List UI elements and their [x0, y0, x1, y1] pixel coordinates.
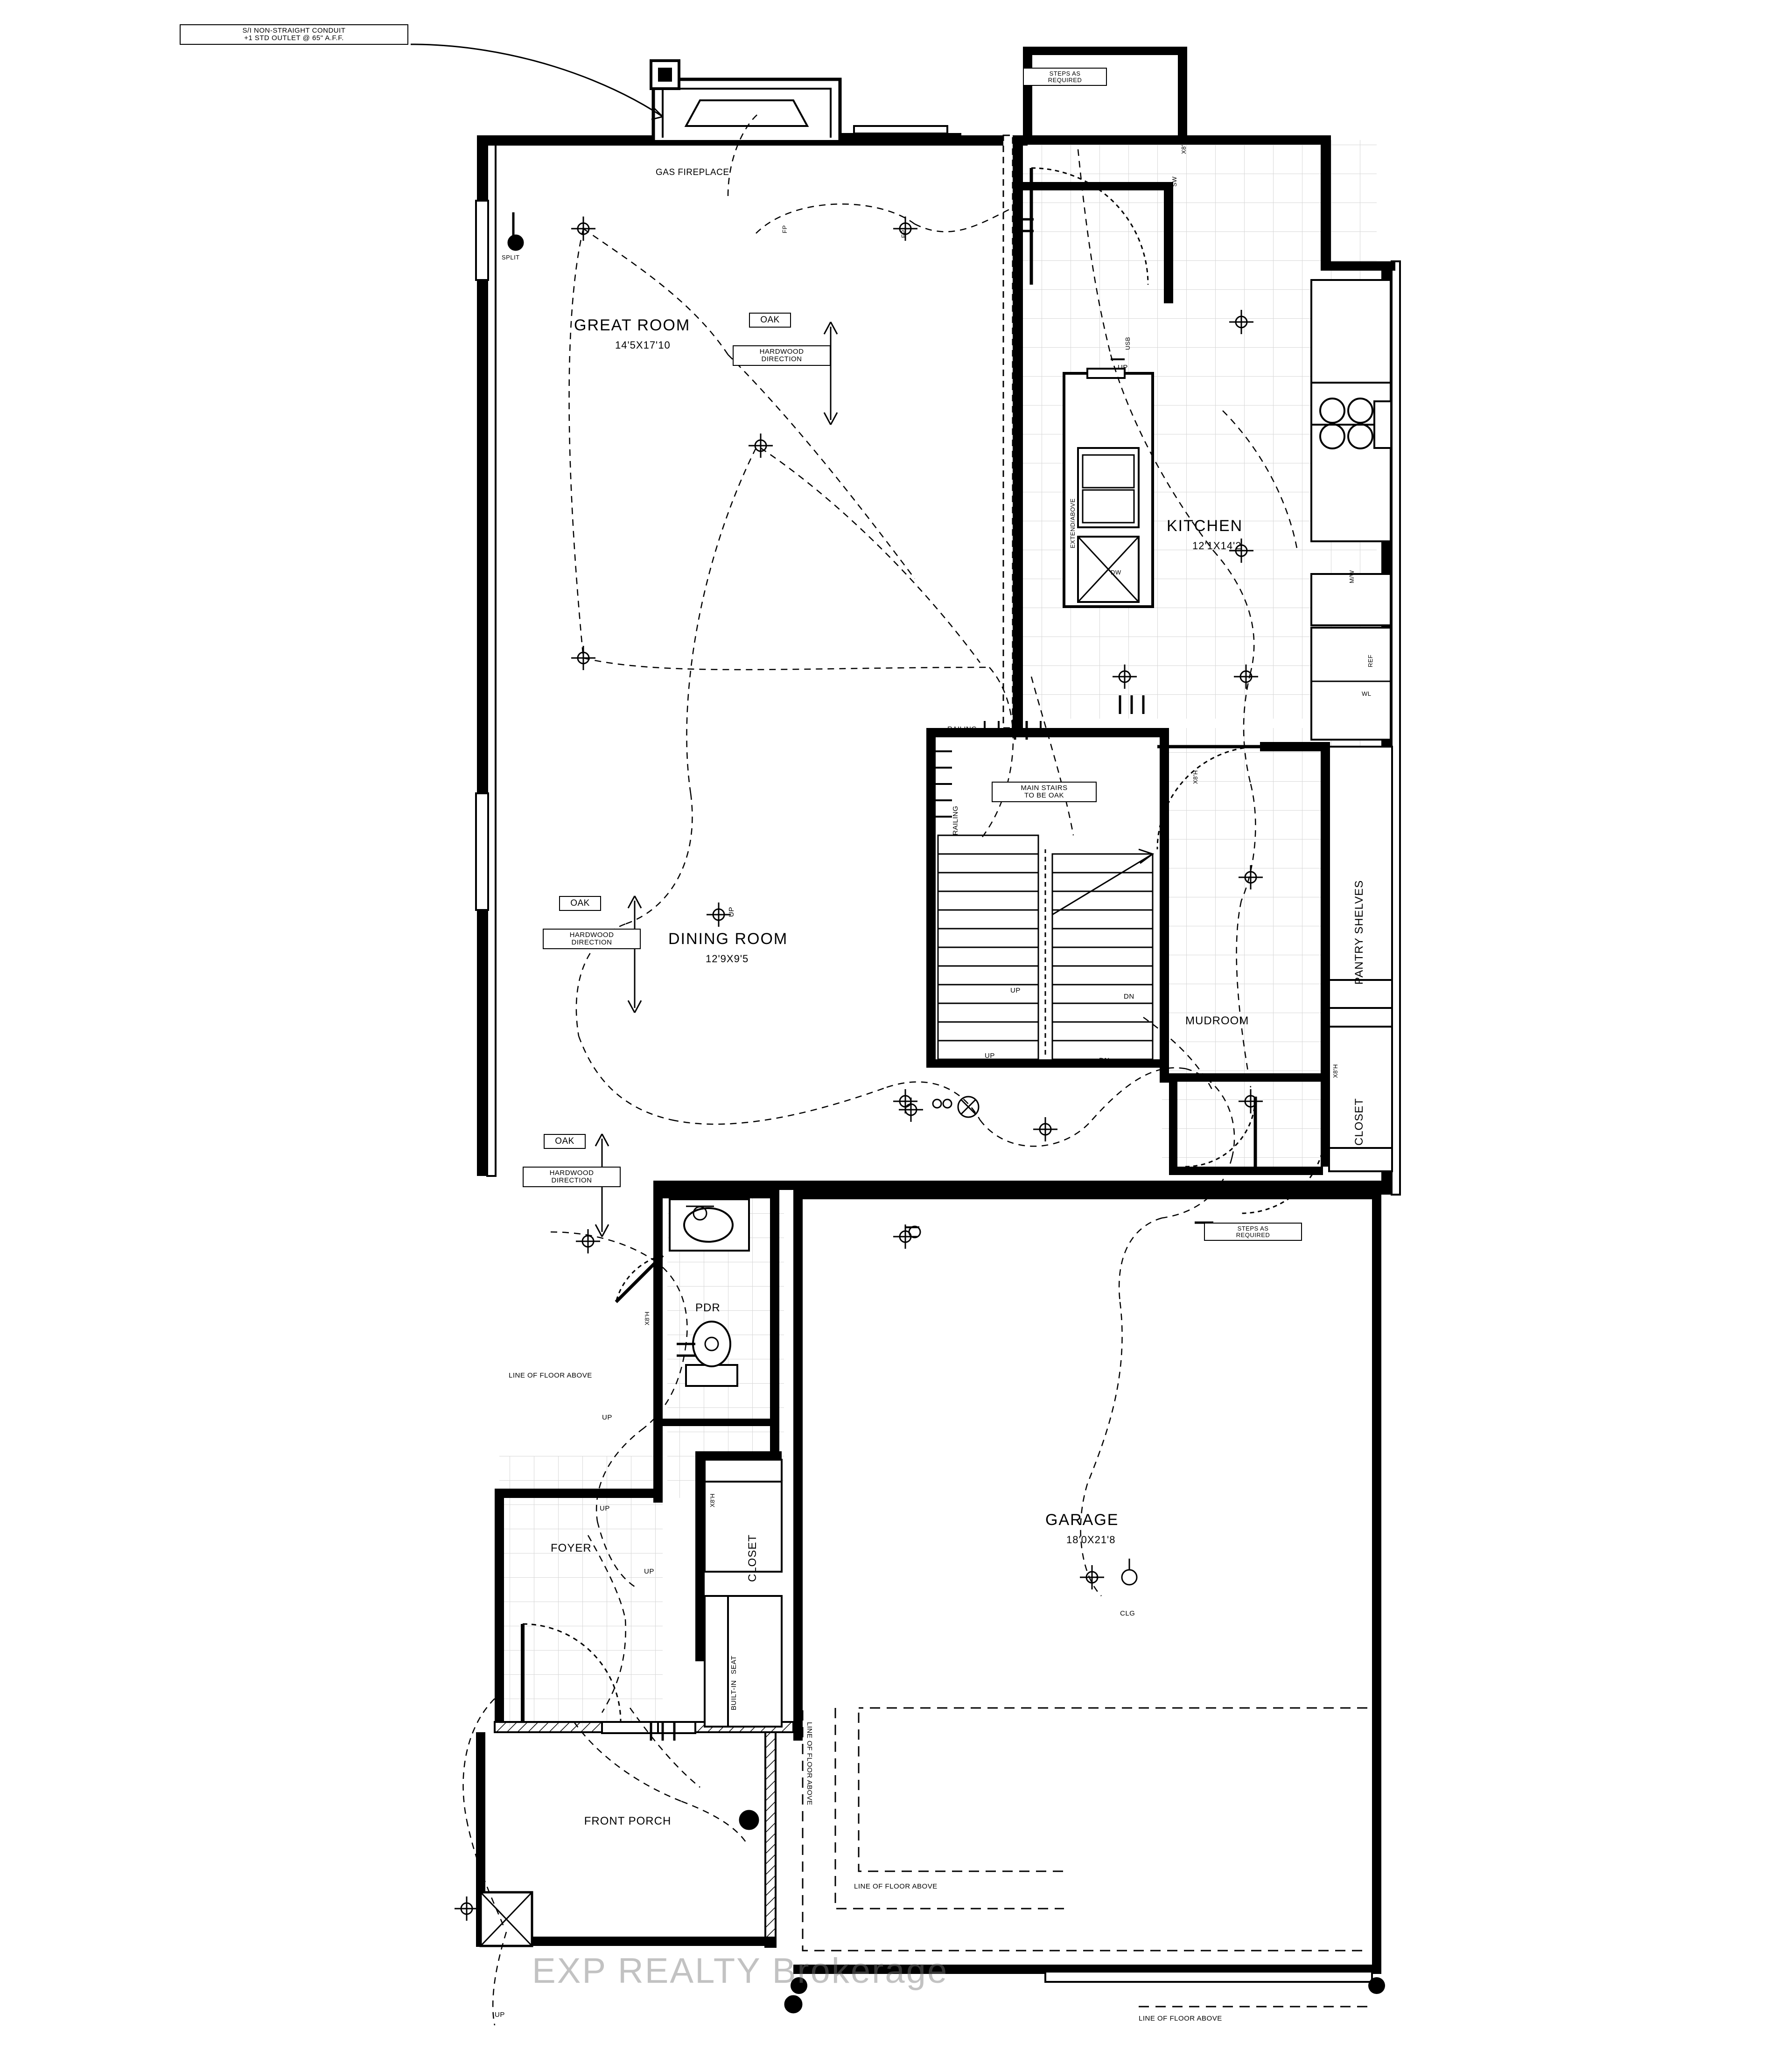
hardwood-note-3-line2: DIRECTION [551, 1176, 592, 1184]
flooring-tag-oak-2: OAK [559, 896, 601, 911]
conduit-note-line2: +1 STD OUTLET @ 65" A.F.F. [244, 34, 344, 42]
up-label-dining: UP [728, 907, 735, 917]
conduit-note [180, 24, 408, 45]
room-label-kitchen: KITCHEN [1167, 517, 1243, 535]
main-stairs-note [992, 782, 1097, 802]
room-label-dining-room: DINING ROOM [668, 930, 788, 948]
closet-label-mudroom: CLOSET [1353, 1098, 1365, 1146]
wall-height-tag-1: X8'H [644, 1311, 651, 1325]
hardwood-note-3-line1: HARDWOOD [549, 1169, 594, 1177]
extended-above-label: EXTEND/ABOVE [1069, 498, 1076, 548]
fp-label-2: FP [900, 230, 907, 238]
stair-direction-dn-2: DN [1099, 1056, 1110, 1064]
built-in-seat-line2: SEAT [730, 1655, 738, 1674]
up-label-kitchen: UP [1118, 364, 1128, 371]
hardwood-note-1-line2: DIRECTION [761, 355, 802, 363]
wall-height-tag-3: X8'H [1192, 770, 1199, 784]
stair-direction-up-1: UP [1010, 987, 1021, 994]
microwave-label: M/W [1348, 570, 1355, 583]
flooring-tag-oak-3: OAK [544, 1134, 586, 1149]
room-dim-great-room: 14'5X17'10 [615, 339, 671, 351]
dishwasher-label: DW [1111, 569, 1121, 576]
closet-label-foyer: CLOSET [746, 1534, 759, 1582]
line-of-floor-above-label-3: LINE OF FLOOR ABOVE [854, 1882, 938, 1890]
sw-label: SW [1171, 176, 1178, 187]
brokerage-watermark: EXP REALTY Brokerage [532, 1951, 949, 1991]
stair-direction-up-2: UP [985, 1052, 995, 1060]
hardwood-direction-note-3 [523, 1167, 621, 1187]
room-label-front-porch [576, 1815, 679, 1827]
pantry-shelves-label: PANTRY SHELVES [1353, 880, 1365, 985]
steps-as-required-note-top [1023, 68, 1107, 86]
main-stairs-line1: MAIN STAIRS [1021, 784, 1068, 792]
front-porch-line1: FRONT PORCH [584, 1815, 672, 1827]
room-label-great-room: GREAT ROOM [574, 316, 691, 334]
stair-direction-dn-1: DN [1124, 993, 1134, 1001]
room-label-garage: GARAGE [1045, 1511, 1119, 1529]
refrigerator-label: REF [1367, 654, 1374, 667]
room-dim-dining-room: 12'9X9'5 [706, 953, 749, 965]
railing-label-side: RAILING [952, 805, 959, 835]
steps-note-garage-line2: REQUIRED [1236, 1231, 1270, 1238]
built-in-seat-label [730, 1656, 738, 1710]
hardwood-direction-note-1 [733, 345, 831, 366]
room-label-mudroom: MUDROOM [1185, 1015, 1249, 1027]
wl-label: WL [1362, 690, 1372, 697]
clg-label: CLG [1120, 1609, 1135, 1617]
steps-note-top-line2: REQUIRED [1048, 76, 1082, 84]
up-label-porch: UP [495, 2011, 505, 2019]
up-label-foyer-1: UP [600, 1504, 610, 1512]
split-label: SPLIT [502, 254, 520, 261]
conduit-note-line1: S/I NON-STRAIGHT CONDUIT [242, 27, 346, 35]
flooring-tag-oak-1: OAK [749, 313, 791, 328]
hardwood-note-1-line1: HARDWOOD [759, 348, 804, 356]
room-label-pdr: PDR [695, 1301, 721, 1314]
wall-height-tag-5: X8'H [1180, 140, 1187, 154]
fp-label-1: FP [781, 225, 788, 233]
main-stairs-line2: TO BE OAK [1024, 791, 1064, 799]
room-dim-garage: 18'0X21'8 [1066, 1534, 1116, 1546]
wall-height-tag-4: X8'H [1332, 1064, 1339, 1078]
steps-note-top-line1: STEPS AS [1049, 70, 1081, 77]
room-dim-kitchen: 12'1X14'2 [1192, 540, 1242, 552]
hardwood-direction-note-2 [543, 929, 641, 949]
usb-label: USB [1124, 336, 1131, 350]
steps-as-required-note-garage [1204, 1223, 1302, 1241]
railing-label-top: RAILING [947, 725, 977, 733]
wall-height-tag-2: X8'H [709, 1493, 716, 1507]
hardwood-note-2-line2: DIRECTION [571, 938, 612, 946]
line-of-floor-above-label-4: LINE OF FLOOR ABOVE [1139, 2015, 1222, 2022]
built-in-seat-line1: BUILT-IN [730, 1680, 738, 1710]
steps-note-garage-line1: STEPS AS [1237, 1225, 1269, 1232]
room-label-foyer: FOYER [551, 1542, 592, 1554]
line-of-floor-above-label-2: LINE OF FLOOR ABOVE [805, 1722, 813, 1805]
up-label-foyer-2: UP [644, 1567, 654, 1575]
up-label-pdr: UP [602, 1413, 612, 1421]
line-of-floor-above-label-1: LINE OF FLOOR ABOVE [509, 1371, 592, 1379]
gas-fireplace-label: GAS FIREPLACE [656, 168, 729, 177]
hardwood-note-2-line1: HARDWOOD [569, 931, 614, 939]
